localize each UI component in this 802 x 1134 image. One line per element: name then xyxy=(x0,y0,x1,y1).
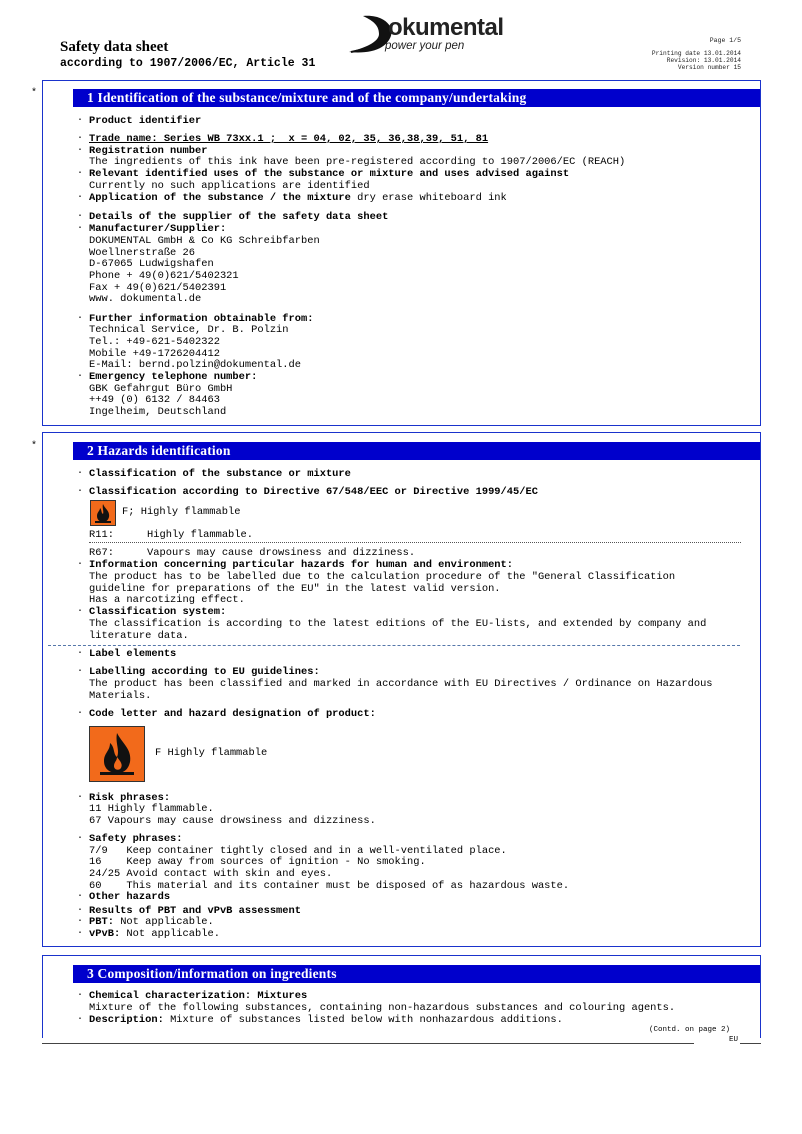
r11-text: Highly flammable. xyxy=(147,529,254,541)
description-line xyxy=(89,1014,563,1026)
hazard-designation-text: F Highly flammable xyxy=(155,747,268,759)
further-info-email[interactable]: E-Mail: bernd.polzin@dokumental.de xyxy=(89,359,302,371)
bullet: · xyxy=(77,792,84,803)
hazard-symbol-text: F; Highly flammable xyxy=(122,506,241,518)
bullet: · xyxy=(77,606,84,617)
emergency-line: GBK Gefahrgut Büro GmbH xyxy=(89,383,233,395)
section-3-header xyxy=(73,965,760,983)
footer-line-right xyxy=(740,1043,761,1044)
further-info-line: Mobile +49-1726204412 xyxy=(89,348,220,360)
description-text: Mixture of substances listed below with nonhazardous additions. xyxy=(163,1014,563,1026)
risk-line: 67 Vapours may cause drowsiness and dizziness. xyxy=(89,815,376,827)
bullet: · xyxy=(77,905,84,916)
bullet: · xyxy=(77,313,84,324)
bullet: · xyxy=(77,916,84,927)
section-2-title: 2 Hazards identification xyxy=(87,443,231,458)
document-subtitle: according to 1907/2006/EC, Article 31 xyxy=(60,57,316,70)
system-line: The classification is according to the latest editions of the EU-lists, and extended by company and xyxy=(89,618,707,630)
other-hazards: Other hazards xyxy=(89,891,171,903)
r11-code: R11: xyxy=(89,529,114,541)
dokumental-logo xyxy=(345,12,505,56)
system-label: Classification system: xyxy=(89,606,227,618)
section-2-header xyxy=(73,442,760,460)
emergency-line: Ingelheim, Deutschland xyxy=(89,406,227,418)
bullet: · xyxy=(77,833,84,844)
further-info-label: Further information obtainable from: xyxy=(89,313,314,325)
vpvb-label: vPvB: xyxy=(89,928,121,940)
registration-text: The ingredients of this ink have been pre-registered according to 1907/2006/EC (REACH) xyxy=(89,156,626,168)
manufacturer-line: DOKUMENTAL GmbH & Co KG Schreibfarben xyxy=(89,235,320,247)
document-title: Safety data sheet xyxy=(60,39,169,55)
footer-eu: EU xyxy=(728,1036,738,1044)
bullet: · xyxy=(77,192,84,203)
dotted-divider xyxy=(89,542,741,543)
uses-text: Currently no such applications are identified xyxy=(89,180,370,192)
bullet: · xyxy=(77,168,84,179)
bullet: · xyxy=(77,486,84,497)
r67-code: R67: xyxy=(89,547,114,559)
info-label: Information concerning particular hazards for human and environment: xyxy=(89,559,514,571)
safety-line: 7/9 Keep container tightly closed and in a well-ventilated place. xyxy=(89,845,507,857)
info-line: guideline for preparations of the EU" in the latest valid version. xyxy=(89,583,501,595)
r67-text: Vapours may cause drowsiness and dizziness. xyxy=(147,547,416,559)
further-info-line: Technical Service, Dr. B. Polzin xyxy=(89,324,289,336)
section-1-title: 1 Identification of the substance/mixture and of the company/undertaking xyxy=(87,90,527,105)
printing-date: Printing date 13.01.2014 xyxy=(651,50,741,57)
risk-label: Risk phrases: xyxy=(89,792,171,804)
directive-label: Classification according to Directive 67/548/EEC or Directive 1999/45/EC xyxy=(89,486,538,498)
revision-star: * xyxy=(31,441,38,452)
application-line xyxy=(89,192,507,204)
further-info-line: Tel.: +49-621-5402322 xyxy=(89,336,220,348)
manufacturer-line: D-67065 Ludwigshafen xyxy=(89,258,214,270)
footer-line-left xyxy=(42,1043,694,1044)
manufacturer-line: Fax + 49(0)621/5402391 xyxy=(89,282,227,294)
system-line: literature data. xyxy=(89,630,189,642)
trade-name: Trade name: Series WB 73xx.1 ; x = 04, 02, 35, 36,38,39, 51, 81 xyxy=(89,133,489,145)
labelling-label: Labelling according to EU guidelines: xyxy=(89,666,320,678)
logo-wordmark: okumental xyxy=(388,14,504,41)
bullet: · xyxy=(77,708,84,719)
bullet: · xyxy=(77,468,84,479)
flammable-large-icon xyxy=(89,726,145,782)
page-number: Page 1/5 xyxy=(709,37,741,44)
pbt-results: Results of PBT and vPvB assessment xyxy=(89,905,302,917)
bullet: · xyxy=(77,559,84,570)
classification-label: Classification of the substance or mixture xyxy=(89,468,351,480)
pbt-label: PBT: xyxy=(89,916,114,928)
continued-note: (Contd. on page 2) xyxy=(648,1026,730,1034)
revision-date: Revision: 13.01.2014 xyxy=(666,57,741,64)
info-line: The product has to be labelled due to the calculation procedure of the "General Classification xyxy=(89,571,676,583)
bullet: · xyxy=(77,211,84,222)
bullet: · xyxy=(77,223,84,234)
bullet: · xyxy=(77,891,84,902)
emergency-label: Emergency telephone number: xyxy=(89,371,258,383)
emergency-line: ++49 (0) 6132 / 84463 xyxy=(89,394,220,406)
application-text: dry erase whiteboard ink xyxy=(350,192,507,204)
code-label: Code letter and hazard designation of product: xyxy=(89,708,376,720)
pbt-line xyxy=(89,916,214,928)
description-label: Description: xyxy=(89,1014,164,1026)
vpvb-text: Not applicable. xyxy=(120,928,220,940)
revision-star: * xyxy=(31,88,38,99)
registration-label: Registration number xyxy=(89,145,208,157)
bullet: · xyxy=(77,928,84,939)
chem-text: Mixture of the following substances, containing non-hazardous substances and colouring agents. xyxy=(89,1002,676,1014)
flammable-small-icon xyxy=(90,500,116,526)
labelling-line: The product has been classified and marked in accordance with EU Directives / Ordinance on Hazardous xyxy=(89,678,713,690)
supplier-details: Details of the supplier of the safety data sheet xyxy=(89,211,389,223)
logo-tagline: power your pen xyxy=(385,40,465,52)
info-line: Has a narcotizing effect. xyxy=(89,594,245,606)
manufacturer-line[interactable]: www. dokumental.de xyxy=(89,293,202,305)
bullet: · xyxy=(77,145,84,156)
uses-label: Relevant identified uses of the substance or mixture and uses advised against xyxy=(89,168,570,180)
bullet: · xyxy=(77,666,84,677)
product-identifier: Product identifier xyxy=(89,115,202,127)
chem-label: Chemical characterization: Mixtures xyxy=(89,990,308,1002)
bullet: · xyxy=(77,115,84,126)
safety-label: Safety phrases: xyxy=(89,833,183,845)
bullet: · xyxy=(77,133,84,144)
section-1-header xyxy=(73,89,760,107)
label-elements: Label elements xyxy=(89,648,177,660)
bullet: · xyxy=(77,648,84,659)
section-3-title: 3 Composition/information on ingredients xyxy=(87,966,337,981)
version-number: Version number 15 xyxy=(677,64,741,71)
safety-line: 16 Keep away from sources of ignition - No smoking. xyxy=(89,856,426,868)
safety-line: 24/25 Avoid contact with skin and eyes. xyxy=(89,868,333,880)
manufacturer-line: Phone + 49(0)621/5402321 xyxy=(89,270,239,282)
manufacturer-label: Manufacturer/Supplier: xyxy=(89,223,227,235)
safety-line: 60 This material and its container must be disposed of as hazardous waste. xyxy=(89,880,570,892)
manufacturer-line: Woellnerstraße 26 xyxy=(89,247,196,259)
vpvb-line xyxy=(89,928,220,940)
labelling-line: Materials. xyxy=(89,690,152,702)
pbt-text: Not applicable. xyxy=(113,916,214,928)
dashed-divider xyxy=(48,645,740,646)
application-label: Application of the substance / the mixture xyxy=(89,192,351,204)
bullet: · xyxy=(77,1014,84,1025)
bullet: · xyxy=(77,371,84,382)
bullet: · xyxy=(77,990,84,1001)
risk-line: 11 Highly flammable. xyxy=(89,803,214,815)
